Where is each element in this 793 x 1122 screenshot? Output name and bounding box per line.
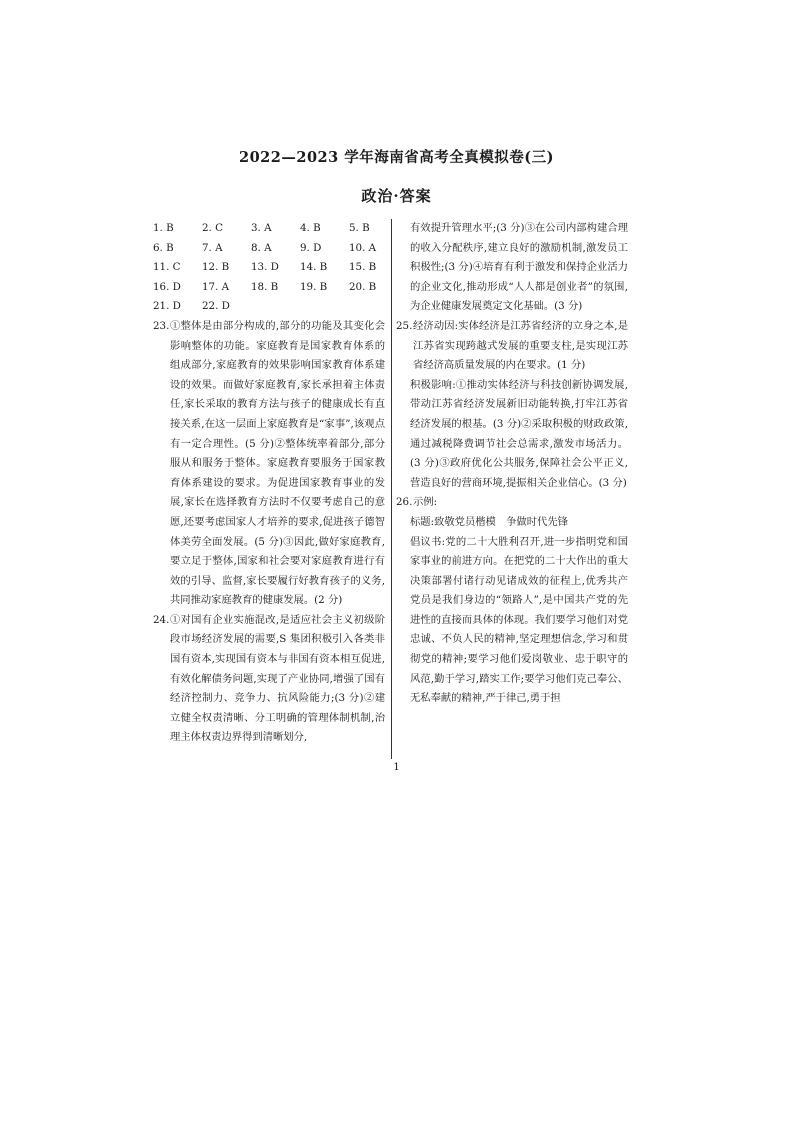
question-number: 25. <box>396 319 413 332</box>
question-26-label: 示例: <box>413 496 438 509</box>
question-26-heading: 标题:致敬党员楷模 争做时代先锋 <box>410 515 568 528</box>
question-25 <box>396 317 628 376</box>
question-26 <box>396 493 628 513</box>
answer-item: 18. B <box>251 280 279 293</box>
answer-item: 9. D <box>300 241 322 254</box>
answer-item: 8. A <box>251 241 272 254</box>
answer-item: 15. B <box>349 261 377 274</box>
answer-item: 1. B <box>153 222 174 234</box>
answer-item: 3. A <box>251 222 272 234</box>
answer-item: 11. C <box>153 261 181 274</box>
answer-item: 21. D <box>153 300 181 313</box>
question-24-continued: 有效提升管理水平;(3 分)③在公司内部构建合理的收入分配秩序,建立良好的激励机制,激发员工积极性;(3 分)④培育有利于激发和保持企业活力的企业文化,推动形成“人人都是创业者”的氛围,为企业健康发展奠定文化基础。(3 分) <box>410 222 628 313</box>
answer-item: 10. A <box>349 241 377 254</box>
question-24 <box>153 611 385 748</box>
answer-item: 4. B <box>300 222 321 234</box>
question-24-answer: ①对国有企业实施混改,是适应社会主义初级阶段市场经济发展的需要,S 集团积极引入各类非国有资本,实现国有资本与非国有资本相互促进,有效化解债务问题,实现了产业协同,增强了国有经济控制力、竞争力、抗风险能力;(3 分)②建立健全权责清晰、分工明确的管理体制机制,治理主体权责边界得到清晰划分, <box>170 613 385 744</box>
question-number: 26. <box>396 496 413 509</box>
document-title: 2022—2023 学年海南省高考全真模拟卷(三) <box>239 149 554 166</box>
question-number: 23. <box>153 319 170 332</box>
question-number: 24. <box>153 613 170 626</box>
question-23-answer: ①整体是由部分构成的,部分的功能及其变化会影响整体的功能。家庭教育是国家教育体系的组成部分,家庭教育的效果影响国家教育体系建设的效果。而做好家庭教育,家长承担着主体责任,家长采取的教育方法与孩子的健康成长有直接关系,在这一层面上家庭教育是“家事”,该观点有一定合理性。(5 分)②整体统率着部分,部分服从和服务于整体。家庭教育要服务于国家教育体系建设的要求。为促进国家教育事业的发展,家长在选择教育方法时不仅要考虑自己的意愿,还要考虑国家人才培养的要求,促进孩子德智体美劳全面发展。(5 分)③因此,做好家庭教育,要立足于整体,国家和社会要对家庭教育进行有效的引导、监督,家长要履行好教育孩子的义务,共同推动家庭教育的健康发展。(2 分) <box>170 319 385 607</box>
page-number: 1 <box>393 762 400 773</box>
answer-item: 13. D <box>251 261 279 274</box>
question-25-answer: 经济动因:实体经济是江苏省经济的立身之本,是江苏省实现跨越式发展的重要支柱,是实现江苏省经济高质量发展的内在要求。(1 分) <box>413 319 628 372</box>
document-subtitle: 政治·答案 <box>361 187 432 205</box>
question-26-proposal: 倡议书:党的二十大胜利召开,进一步指明党和国家事业的前进方向。在把党的二十大作出的重大决策部署付诸行动见诸成效的征程上,优秀共产党员是我们身边的“领路人”,是中国共产党的先进性的直接而具体的体现。我们要学习他们对党忠诚、不负人民的精神,坚定理想信念,学习和贯彻党的精神;要学习他们爱岗敬业、忠于职守的风范,勤于学习,踏实工作;要学习他们克己奉公、无私奉献的精神,严于律己,勇于担 <box>410 535 628 705</box>
answer-item: 16. D <box>153 280 181 293</box>
question-25-impact: 积极影响:①推动实体经济与科技创新协调发展,带动江苏省经济发展新旧动能转换,打牢江苏省经济发展的根基。(3 分)②采取积极的财政政策,通过减税降费调节社会总需求,激发市场活力。(3 分)③政府优化公共服务,保障社会公平正义,营造良好的营商环境,提振相关企业信心。(3 分) <box>410 378 628 489</box>
column-divider <box>391 219 392 759</box>
question-23 <box>153 317 385 611</box>
answer-item: 12. B <box>202 261 230 274</box>
answer-item: 22. D <box>202 300 230 313</box>
answer-item: 7. A <box>202 241 223 254</box>
answer-key <box>153 219 385 317</box>
left-column <box>153 219 385 748</box>
answer-item: 17. A <box>202 280 230 293</box>
answer-item: 2. C <box>202 222 223 234</box>
answer-item: 5. B <box>349 222 370 234</box>
answer-item: 20. B <box>349 280 377 293</box>
answer-item: 6. B <box>153 241 174 254</box>
answer-item: 19. B <box>300 280 328 293</box>
right-column <box>396 219 628 709</box>
answer-item: 14. B <box>300 261 328 274</box>
